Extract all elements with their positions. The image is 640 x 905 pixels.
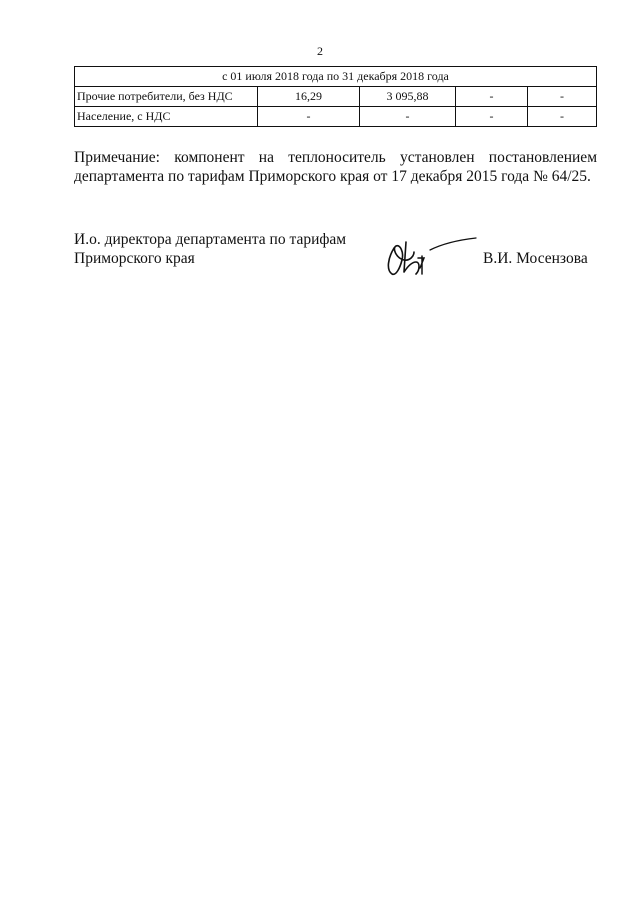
table-cell: -: [258, 107, 360, 127]
period-header: с 01 июля 2018 года по 31 декабря 2018 года: [75, 67, 597, 87]
table-row: [75, 87, 597, 107]
table-cell: -: [360, 107, 456, 127]
signatory-title-line: И.о. директора департамента по тарифам: [74, 231, 347, 248]
table-row: [75, 107, 597, 127]
signatory-title: [74, 230, 346, 268]
handwritten-signature: [380, 228, 480, 280]
tariff-table: [74, 66, 597, 127]
table-header-row: [75, 67, 597, 87]
note-paragraph: Примечание: компонент на теплоноситель установлен постановлением департамента по тарифам Приморского края от 17 декабря 2015 года № 64/25.: [74, 149, 597, 185]
row-label: Прочие потребители, без НДС: [75, 87, 258, 107]
table-cell: 3 095,88: [360, 87, 456, 107]
table-cell: 16,29: [258, 87, 360, 107]
table-cell: -: [456, 107, 528, 127]
signatory-title-line: Приморского края: [74, 250, 195, 267]
table-cell: -: [456, 87, 528, 107]
row-label: Население, с НДС: [75, 107, 258, 127]
page-number: 2: [317, 44, 323, 58]
table-cell: -: [528, 107, 597, 127]
signatory-name: В.И. Мосензова: [483, 250, 588, 267]
table-cell: -: [528, 87, 597, 107]
